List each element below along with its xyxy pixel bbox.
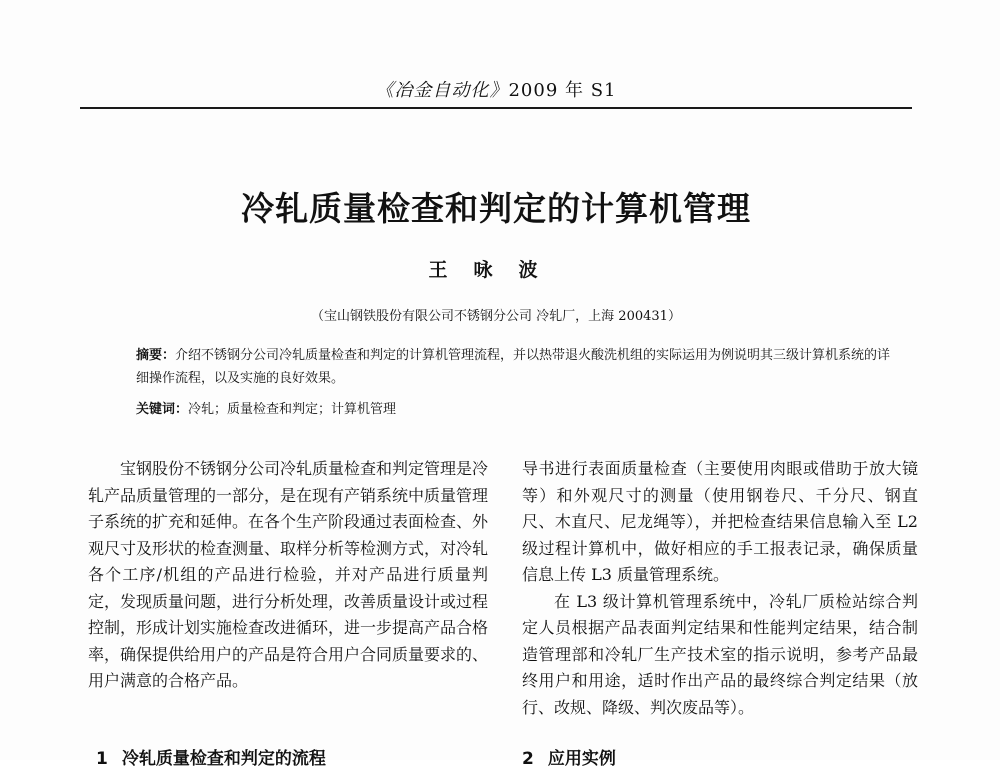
header-rule bbox=[80, 107, 912, 109]
body-column-left bbox=[88, 456, 488, 695]
paper-author: 王咏波 bbox=[428, 259, 564, 281]
body-paragraph: 在 L3 级计算机管理系统中，冷轧厂质检站综合判定人员根据产品表面判定结果和性能判定结果，结合制造管理部和冷轧厂生产技术室的指示说明，参考产品最终用户和用途，适时作出产品的最终综合判定结果（放行、改规、降级、判次废品等）。 bbox=[522, 591, 918, 717]
section-number: 1 bbox=[96, 749, 108, 769]
keywords bbox=[136, 399, 896, 421]
paper-title: 冷轧质量检查和判定的计算机管理 bbox=[241, 189, 751, 228]
body-column-right bbox=[522, 456, 918, 721]
section-heading-2 bbox=[522, 744, 616, 769]
journal-issue: 2009 年 S1 bbox=[508, 80, 617, 101]
abstract-label: 摘要： bbox=[136, 348, 176, 363]
abstract-text: 介绍不锈钢分公司冷轧质量检查和判定的计算机管理流程，并以热带退火酸洗机组的实际运用为例说明其三级计算机系统的详细操作流程，以及实施的良好效果。 bbox=[136, 348, 891, 386]
section-title: 应用实例 bbox=[547, 749, 616, 769]
body-paragraph: 导书进行表面质量检查（主要使用肉眼或借助于放大镜等）和外观尺寸的测量（使用钢卷尺、千分尺、钢直尺、木直尺、尼龙绳等），并把检查结果信息输入至 L2 级过程计算机中，做好相应的手工报表记录，确保质量信息上传 L3 质量管理系统。 bbox=[522, 459, 918, 584]
journal-name: 《冶金自动化》 bbox=[375, 80, 509, 101]
body-paragraph: 宝钢股份不锈钢分公司冷轧质量检查和判定管理是冷轧产品质量管理的一部分，是在现有产销系统中质量管理子系统的扩充和延伸。在各个生产阶段通过表面检查、外观尺寸及形状的检查测量、取样分析等检测方式，对冷轧各个工序/机组的产品进行检验，并对产品进行质量判定，发现质量问题，进行分析处理，改善质量设计或过程控制，形成计划实施检查改进循环，进一步提高产品合格率，确保提供给用户的产品是符合用户合同质量要求的、用户满意的合格产品。 bbox=[88, 459, 489, 690]
section-heading-1 bbox=[96, 744, 326, 769]
abstract bbox=[136, 344, 896, 390]
section-number: 2 bbox=[522, 749, 534, 769]
journal-header bbox=[80, 76, 912, 102]
keywords-text: 冷轧；质量检查和判定；计算机管理 bbox=[188, 402, 397, 417]
paper-affiliation: （宝山钢铁股份有限公司不锈钢分公司 冷轧厂，上海 200431） bbox=[311, 309, 681, 324]
keywords-label: 关键词： bbox=[136, 402, 189, 417]
section-title: 冷轧质量检查和判定的流程 bbox=[121, 749, 326, 769]
